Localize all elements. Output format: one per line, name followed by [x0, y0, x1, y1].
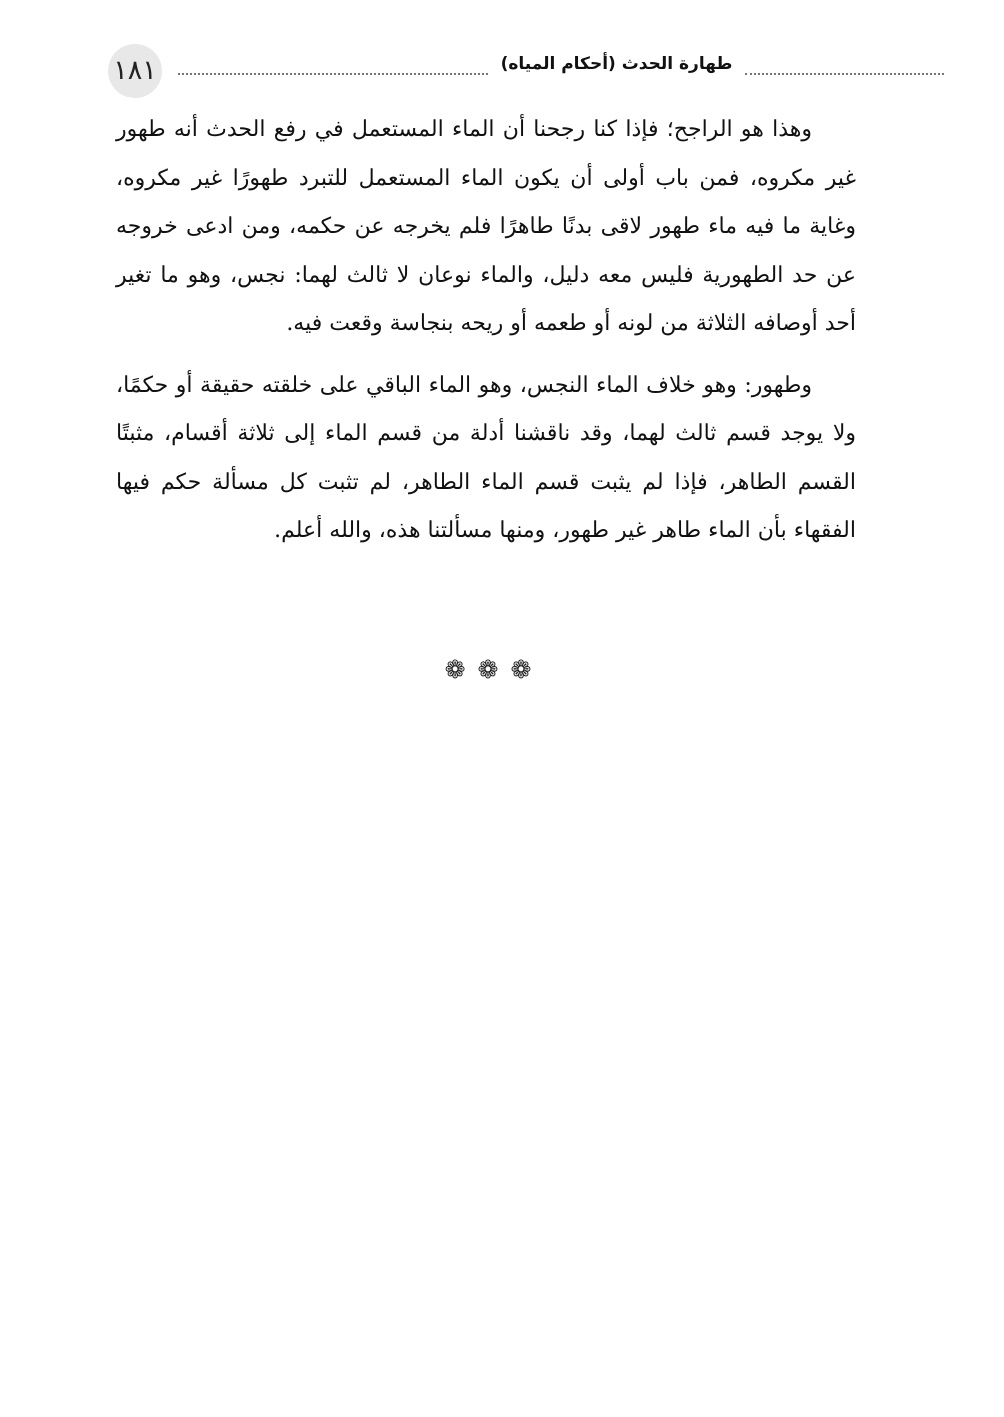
section-end-ornaments: [402, 652, 574, 688]
flower-ornament-icon: ❁: [477, 655, 499, 684]
flower-ornament-icon: ❁: [510, 655, 532, 684]
body-text: [116, 106, 856, 556]
page-header: [108, 44, 844, 100]
flower-ornament-icon: ❁: [444, 655, 466, 684]
running-title: طهارة الحدث (أحكام المياه): [500, 54, 733, 74]
page-number: ١٨١: [108, 44, 162, 98]
paragraph-2: وطهور: وهو خلاف الماء النجس، وهو الماء الباقي على خلقته حقيقة أو حكمًا، ولا يوجد قسم ثالث لهما، وقد ناقشنا أدلة من قسم الماء إلى ثلاثة أقسام، مثبتًا القسم الطاهر، فإذا لم يثبت قسم الماء الطاهر، لم تثبت كل مسألة حكم فيها الفقهاء بأن الماء طاهر غير طهور، ومنها مسألتنا هذه، والله أعلم.: [116, 372, 856, 543]
header-dotted-leader-right: [745, 73, 944, 75]
header-dotted-leader-left: [178, 73, 488, 75]
paragraph-1: وهذا هو الراجح؛ فإذا كنا رجحنا أن الماء المستعمل في رفع الحدث أنه طهور غير مكروه، فمن باب أولى أن يكون الماء المستعمل للتبرد طهورًا غير مكروه، وغاية ما فيه ماء طهور لاقى بدنًا طاهرًا فلم يخرجه عن حكمه، ومن ادعى خروجه عن حد الطهورية فليس معه دليل، والماء نوعان لا ثالث لهما: نجس، وهو ما تغير أحد أوصافه الثلاثة من لونه أو طعمه أو ريحه بنجاسة وقعت فيه.: [116, 117, 856, 336]
